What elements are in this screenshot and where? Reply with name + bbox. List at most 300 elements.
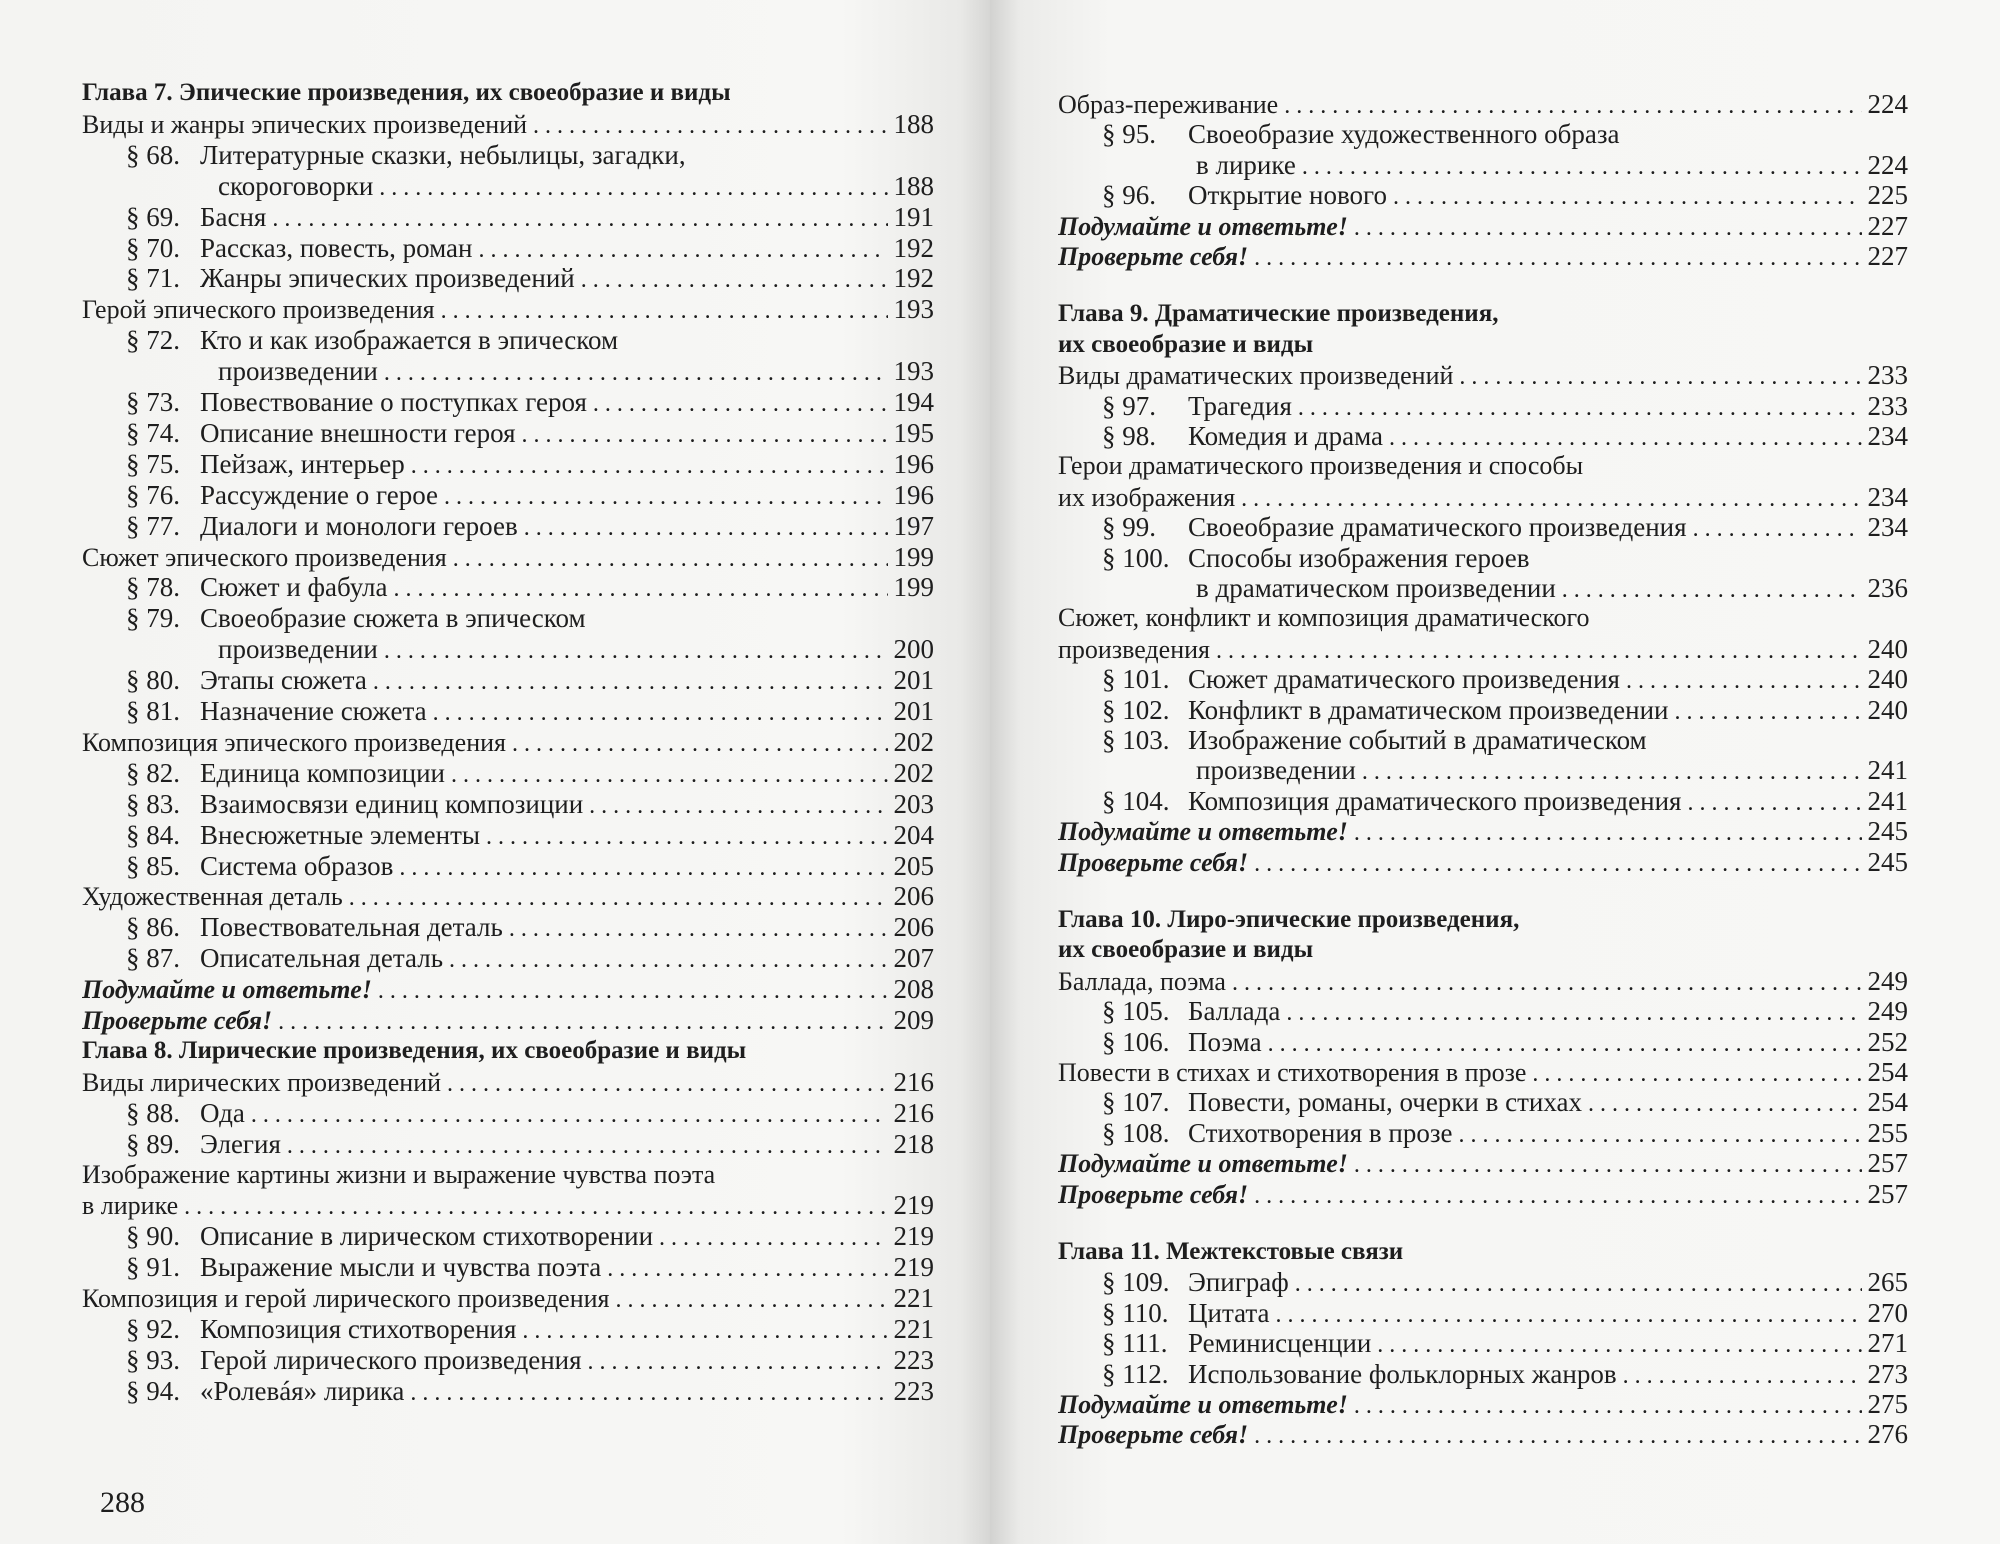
section-title: Своеобразие драматического произведения [1188,512,1687,543]
group-title: Виды и жанры эпических произведений [82,109,528,139]
page-ref: 227 [1867,241,1908,271]
page-ref: 221 [893,1283,934,1314]
group-title: в лирике [82,1191,179,1221]
section-title: Герой лирического произведения [200,1344,582,1375]
leader-dots [393,851,887,883]
section-title: Литературные сказки, небылицы, загадки, [200,139,686,170]
toc-entry [1058,328,1908,362]
leader-dots [373,171,887,203]
leader-dots [506,727,888,759]
section-title: Описание в лирическом стихотворении [200,1221,654,1252]
toc-entry [1058,419,1908,453]
page-ref: 257 [1867,1178,1908,1209]
page-ref: 249 [1867,996,1908,1027]
leader-dots [427,696,888,728]
section-number: § 96. [1102,180,1156,211]
toc-entry [82,478,934,512]
chapter-title: их своеобразие и виды [1058,330,1314,358]
group-title: произведения [1058,634,1210,664]
section-number: § 71. [126,263,180,294]
toc-entry [1058,845,1908,879]
toc-entry [1058,933,1908,967]
toc-entry [82,261,934,295]
leader-dots [1280,996,1861,1028]
section-number: § 107. [1102,1087,1170,1118]
leader-dots [1289,1267,1862,1299]
toc-entry [1058,1326,1908,1360]
page-ref: 245 [1867,816,1908,847]
leader-dots [610,1283,888,1315]
page-ref: 241 [1867,755,1908,786]
section-number: § 104. [1102,785,1170,816]
group-title: Композиция эпического произведения [82,727,506,757]
section-title: Баллада [1188,996,1281,1027]
group-title: Повести в стихах и стихотворения в прозе [1058,1058,1527,1087]
group-title: Виды драматических произведений [1058,361,1454,391]
section-title: Описание внешности героя [200,417,516,448]
section-title: Трагедия [1188,390,1292,421]
leader-dots [583,789,887,821]
page-ref: 199 [893,572,934,603]
toc-entry [1058,1417,1908,1451]
section-number: § 84. [126,819,180,850]
toc-entry [1058,1265,1908,1299]
toc-entry [1058,389,1908,423]
toc-entry [82,818,934,852]
page-ref: 193 [893,294,934,325]
leader-dots [1668,695,1861,727]
leader-dots [272,1005,887,1037]
page-ref: 252 [1867,1026,1908,1057]
leader-dots [1387,180,1862,212]
review-title: Проверьте себя! [1058,242,1249,271]
page-ref: 223 [893,1375,934,1406]
leader-dots [1687,512,1862,544]
page-ref: 241 [1867,785,1908,816]
section-title: Открытие нового [1188,180,1387,211]
page-ref: 199 [893,541,934,572]
review-title: Подумайте и ответьте! [1058,211,1348,241]
toc-entry [82,570,934,604]
section-number: § 72. [126,325,180,356]
toc-entry [1058,449,1908,483]
section-title: Рассказ, повесть, роман [200,232,473,263]
leader-dots [1681,786,1861,818]
toc-entry [1058,1025,1908,1059]
section-title: Описательная деталь [200,943,444,974]
toc-entry [1058,1055,1908,1089]
chapter-title: Глава 11. Межтекстовые связи [1058,1238,1404,1265]
toc-entry [82,1312,934,1346]
page-ref: 188 [893,108,934,139]
toc-entry [1058,994,1908,1028]
toc-entry [82,1065,934,1099]
leader-dots [1235,482,1861,514]
leader-dots [178,1190,887,1222]
page-ref: 270 [1867,1297,1908,1328]
section-title: Рассуждение о герое [200,479,439,510]
page-ref: 233 [1867,360,1908,391]
section-title: произведении [218,634,378,665]
section-title: Поэма [1188,1026,1262,1057]
toc-entry [1058,784,1908,818]
group-title: Сюжет эпического произведения [82,542,447,572]
toc-entry [82,632,934,666]
group-title: Баллада, поэма [1058,966,1226,996]
page-ref: 201 [893,696,934,726]
leader-dots [1210,634,1862,666]
review-title: Подумайте и ответьте! [82,975,372,1005]
section-number: § 108. [1102,1117,1170,1148]
toc-entry [82,601,934,635]
section-title: Композиция драматического произведения [1188,785,1682,816]
toc-entry [82,354,934,388]
page-ref: 245 [1867,846,1908,877]
section-title: Использование фольклорных жанров [1188,1358,1617,1389]
toc-entry [82,972,934,1006]
leader-dots [1453,1118,1862,1150]
review-title: Проверьте себя! [1058,1420,1249,1450]
leader-dots [281,1129,888,1161]
toc-entry [82,1158,934,1192]
section-title: Басня [200,201,267,232]
toc-entry [82,509,934,543]
toc-entry [82,1034,934,1068]
page-ref: 205 [893,850,934,881]
leader-dots [516,1314,887,1346]
leader-dots [1269,1298,1861,1330]
section-number: § 111. [1102,1328,1168,1359]
leader-dots [405,449,888,481]
leader-dots [445,758,888,790]
toc-entry [82,849,934,883]
section-number: § 87. [126,943,180,974]
leader-dots [438,480,887,512]
section-number: § 98. [1102,421,1156,451]
page-ref: 276 [1867,1419,1908,1450]
page-ref: 216 [893,1097,934,1128]
section-title: в драматическом произведении [1196,573,1556,603]
leader-dots [653,1221,887,1253]
toc-entry [82,725,934,759]
leader-dots [1348,816,1862,848]
toc-entry [1058,814,1908,848]
toc-entry [1058,571,1908,605]
section-title: Конфликт в драматическом произведении [1188,694,1669,725]
toc-entry [1058,148,1908,182]
page-ref: 218 [893,1128,934,1159]
page-ref: 203 [893,788,934,819]
page-ref: 188 [893,170,934,201]
section-number: § 70. [126,232,180,263]
toc-entry [82,447,934,481]
leader-dots [1620,664,1862,696]
page-ref: 192 [893,263,934,294]
page-ref: 209 [893,1005,934,1035]
toc-entry [82,694,934,728]
review-title: Подумайте и ответьте! [1058,1149,1348,1179]
page-ref: 225 [1867,180,1908,211]
leader-dots [601,1252,887,1284]
section-title: в лирике [1196,149,1296,180]
section-number: § 73. [126,387,180,417]
toc-entry [1058,209,1908,243]
toc-entry [1058,117,1908,151]
section-number: § 105. [1102,996,1170,1027]
chapter-title: Глава 10. Лиро-эпические произведения, [1058,906,1520,933]
page-ref: 271 [1867,1328,1908,1359]
section-title: Сюжет и фабула [200,572,388,603]
page-ref: 254 [1867,1087,1908,1118]
section-title: Изображение событий в драматическом [1188,725,1647,755]
toc-entry [1058,1357,1908,1391]
page-ref: 221 [893,1314,934,1344]
toc-entry [82,1343,934,1377]
section-title: Способы изображения героев [1188,542,1530,573]
review-title: Проверьте себя! [1058,847,1249,877]
page-ref: 202 [893,726,934,757]
section-number: § 109. [1102,1267,1170,1298]
leader-dots [1617,1359,1862,1391]
toc-entry [82,107,934,141]
page-ref: 265 [1867,1267,1908,1298]
section-number: § 79. [126,603,180,634]
group-title: Герои драматического произведения и способы [1058,451,1584,481]
section-number: § 68. [126,139,180,170]
toc-entry [1058,510,1908,544]
section-number: § 97. [1102,390,1156,421]
review-title: Подумайте и ответьте! [1058,1390,1348,1419]
leader-dots [443,943,887,975]
page-ref: 224 [1867,89,1908,119]
leader-dots [1278,89,1861,121]
group-title: Герой эпического произведения [82,295,435,325]
section-number: § 94. [126,1375,180,1406]
section-title: Реминисценции [1188,1328,1372,1359]
section-title: Элегия [200,1128,281,1159]
leader-dots [1292,391,1862,423]
page-ref: 196 [893,479,934,510]
toc-entry [1058,297,1908,331]
section-number: § 69. [126,201,180,232]
toc-entry [1058,480,1908,514]
section-title: Эпиграф [1188,1267,1289,1298]
group-title: их изображения [1058,482,1236,512]
section-title: Композиция стихотворения [200,1314,517,1344]
leader-dots [518,511,888,543]
toc-entry [82,231,934,265]
page-ref: 219 [893,1190,934,1221]
section-title: Система образов [200,850,394,881]
page-ref: 227 [1867,210,1908,241]
toc-entry [1058,662,1908,696]
leader-dots [1248,847,1861,879]
page-ref: 201 [893,665,934,696]
toc-entry [1058,358,1908,392]
toc-entry [82,1250,934,1284]
toc-entry [1058,723,1908,757]
toc-entry [1058,1116,1908,1150]
section-title: Кто и как изображается в эпическом [200,325,619,356]
toc-entry [1058,903,1908,937]
section-number: § 112. [1102,1358,1169,1389]
section-number: § 80. [126,665,180,696]
toc-entry [1058,1085,1908,1119]
review-title: Подумайте и ответьте! [1058,817,1348,847]
page-ref: 216 [893,1066,934,1097]
group-title: Образ-переживание [1058,90,1279,119]
leader-dots [575,263,888,295]
group-title: Художественная деталь [82,882,343,912]
section-title: Диалоги и монологи героев [200,510,518,541]
section-title: Повествование о поступках героя [200,387,587,417]
section-number: § 101. [1102,664,1170,695]
page-ref: 219 [893,1252,934,1283]
leader-dots [1526,1057,1861,1089]
section-title: Пейзаж, интерьер [200,448,405,479]
leader-dots [1371,1328,1861,1360]
chapter-title: Глава 8. Лирические произведения, их своеобразие и виды [82,1036,747,1064]
leader-dots [1348,211,1862,243]
section-title: произведении [218,356,378,387]
section-title: Взаимосвязи единиц композиции [200,788,584,819]
section-number: § 86. [126,912,180,943]
toc-entry [82,787,934,821]
toc-entry [82,756,934,790]
right-page [990,0,2000,1544]
page-ref: 275 [1867,1389,1908,1419]
page-ref: 193 [893,356,934,387]
section-title: Комедия и драма [1188,421,1384,451]
group-title: Сюжет, конфликт и композиция драматического [1058,603,1590,633]
section-title: скороговорки [218,170,374,201]
section-title: Единица композиции [200,757,445,788]
chapter-title: Глава 9. Драматические произведения, [1058,300,1499,328]
toc-entry [82,1003,934,1037]
group-title: Изображение картины жизни и выражение чувства поэта [82,1159,716,1189]
section-number: § 95. [1102,119,1156,150]
toc-entry [1058,1387,1908,1421]
section-number: § 91. [126,1252,180,1283]
leader-dots [582,1345,888,1377]
page-ref: 224 [1867,149,1908,180]
page-number: 288 [100,1486,145,1519]
chapter-title: Глава 7. Эпические произведения, их своеобразие и виды [82,79,731,106]
page-ref: 206 [893,881,934,912]
leader-dots [447,542,888,574]
toc-entry [82,1219,934,1253]
toc-entry [82,138,934,172]
section-number: § 76. [126,479,180,510]
section-title: Своеобразие сюжета в эпическом [200,603,586,634]
leader-dots [404,1376,887,1408]
toc-entry [1058,693,1908,727]
section-number: § 103. [1102,725,1170,755]
page-ref: 206 [893,912,934,943]
toc-entry [82,1281,934,1315]
toc-entry [1058,239,1908,273]
section-title: Повести, романы, очерки в стихах [1188,1087,1582,1118]
page-ref: 207 [893,943,934,974]
leader-dots [1262,1027,1862,1059]
section-number: § 102. [1102,694,1170,725]
toc-entry [82,1096,934,1130]
section-title: Этапы сюжета [200,665,367,696]
page-ref: 202 [893,757,934,788]
section-title: произведении [1196,755,1356,786]
group-title: Композиция и герой лирического произведения [82,1284,610,1314]
section-number: § 90. [126,1221,180,1252]
page-ref: 233 [1867,390,1908,421]
leader-dots [587,387,888,419]
section-number: § 88. [126,1097,180,1128]
section-number: § 89. [126,1128,180,1159]
section-title: Цитата [1188,1297,1270,1328]
leader-dots [1556,573,1862,605]
section-title: Жанры эпических произведений [200,263,575,294]
page-ref: 197 [893,510,934,541]
page-ref: 273 [1867,1358,1908,1389]
left-page [0,0,990,1544]
toc-entry [1058,964,1908,998]
section-number: § 93. [126,1344,180,1375]
section-number: § 85. [126,850,180,881]
review-title: Проверьте себя! [1058,1179,1249,1209]
section-number: § 74. [126,417,180,448]
leader-dots [388,572,888,604]
toc-entry [1058,1296,1908,1330]
section-title: Своеобразие художественного образа [1188,119,1620,150]
toc-entry [82,76,934,110]
section-number: § 100. [1102,542,1170,573]
page-ref: 200 [893,634,934,665]
toc-entry [82,1374,934,1408]
leader-dots [1248,241,1861,273]
leader-dots [1248,1419,1861,1451]
leader-dots [1226,966,1862,998]
section-number: § 83. [126,788,180,819]
page-ref: 234 [1867,481,1908,512]
group-title: Виды лирических произведений [82,1067,442,1097]
leader-dots [378,634,888,666]
toc-entry [82,1188,934,1222]
section-number: § 78. [126,572,180,603]
section-number: § 106. [1102,1026,1170,1057]
section-number: § 92. [126,1314,180,1344]
page-ref: 234 [1867,512,1908,543]
page-ref: 223 [893,1344,934,1375]
page-ref: 255 [1867,1117,1908,1148]
page-ref: 240 [1867,664,1908,695]
leader-dots [1296,150,1862,182]
page-ref: 240 [1867,633,1908,664]
leader-dots [1348,1148,1862,1180]
toc-entry [1058,1177,1908,1211]
leader-dots [1248,1179,1861,1211]
toc-entry [1058,541,1908,575]
page-ref: 191 [893,201,934,232]
page-ref: 240 [1867,694,1908,725]
leader-dots [1383,421,1861,453]
toc-entry [1058,1146,1908,1180]
toc-entry [82,416,934,450]
section-number: § 82. [126,757,180,788]
toc-entry [82,323,934,357]
toc-entry [1058,87,1908,121]
page-ref: 208 [893,974,934,1005]
toc-entry [82,910,934,944]
toc-entry [82,169,934,203]
